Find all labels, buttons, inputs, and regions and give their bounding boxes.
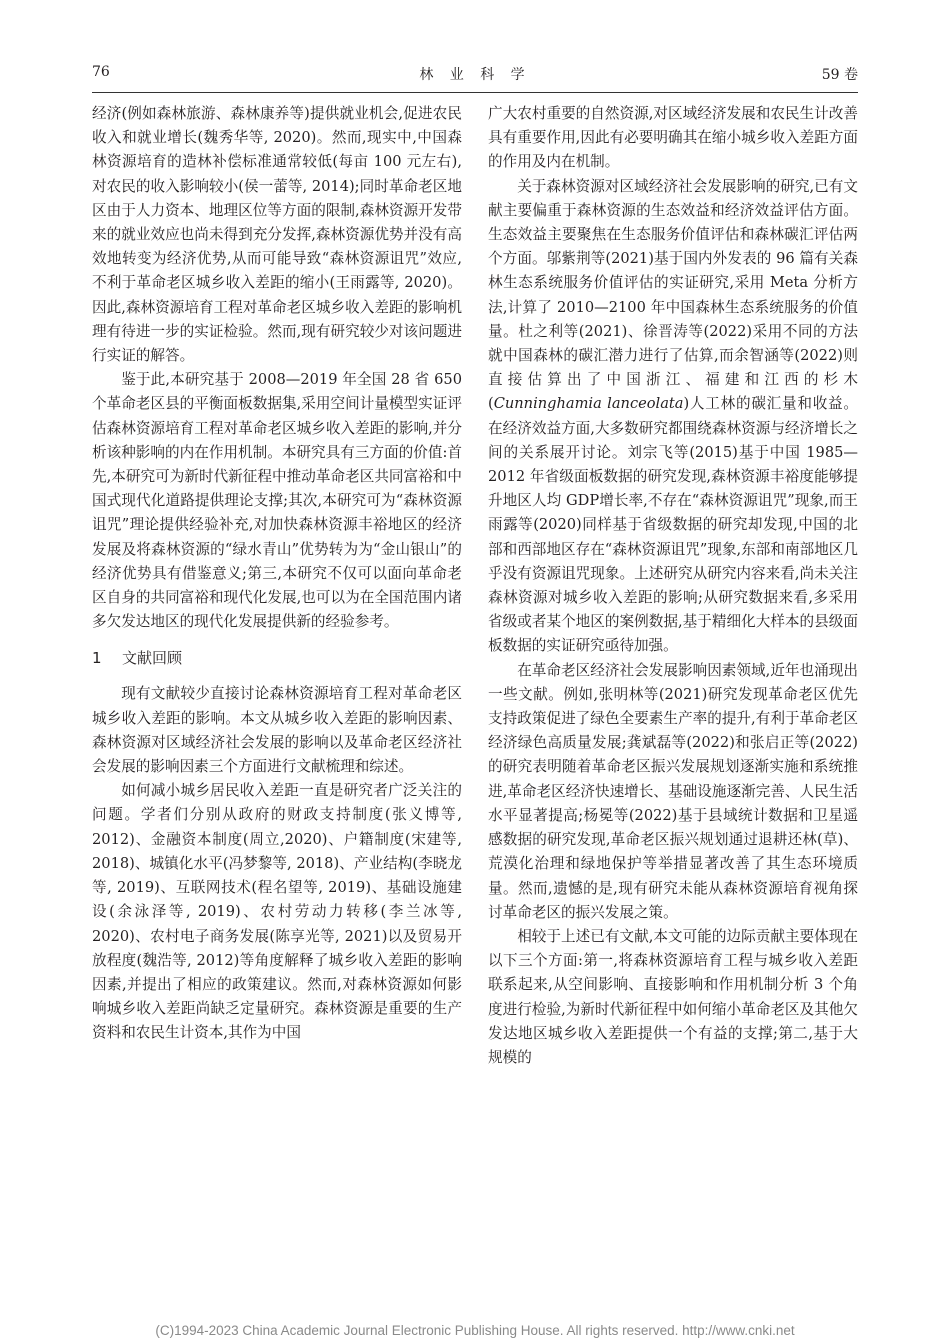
paragraph: 相较于上述已有文献,本文可能的边际贡献主要体现在以下三个方面:第一,将森林资源培育工程与城乡收入差距联系起来,从空间影响、直接影响和作用机制分析 3 个角度进行检验,为新时代新征程中如何缩小革命老区及其他欠发达地区城乡收入差距提供一个有益的支撑;第二,基于大规模的 (488, 927, 858, 1066)
paragraph: 在革命老区经济社会发展影响因素领域,近年也涌现出一些文献。例如,张明林等(2021)研究发现革命老区优先支持政策促进了绿色全要素生产率的提升,有利于革命老区经济绿色高质量发展;龚斌磊等(2022)和张启正等(2022)的研究表明随着革命老区振兴发展规划逐渐实施和系统推进,革命老区经济快速增长、基础设施逐渐完善、人民生活水平显著提高;杨冕等(2022)基于县域统计数据和卫星遥感数据的研究发现,革命老区振兴规划通过退耕还林(草)、荒漠化治理和绿地保护等举措显著改善了其生态环境质量。然而,遗憾的是,现有研究未能从森林资源培育视角探讨革命老区的振兴发展之策。 (488, 661, 858, 921)
paragraph: 如何减小城乡居民收入差距一直是研究者广泛关注的问题。学者们分别从政府的财政支持制度(张义博等, 2012)、金融资本制度(周立,2020)、户籍制度(宋建等, 2018)、城镇化水平(冯梦黎等, 2018)、产业结构(李晓龙等, 2019)、互联网技术(程名望等, 2019)、基础设施建设(余泳泽等, 2019)、农村劳动力转移(李兰冰等, 2020)、农村电子商务发展(陈享光等, 2021)以及贸易开放程度(魏浩等, 2012)等角度解释了城乡收入差距的影响因素,并提出了相应的政策建议。然而,对森林资源如何影响城乡收入差距尚缺乏定量研究。森林资源是重要的生产资料和农民生计资本,其作为中国 (92, 782, 462, 1042)
right-column (488, 102, 858, 1070)
left-column (92, 102, 462, 1046)
paragraph: 经济(例如森林旅游、森林康养等)提供就业机会,促进农民收入和就业增长(魏秀华等, 2020)。然而,现实中,中国森林资源培育的造林补偿标准通常较低(每亩 100 元左右),对农民的收入影响较小(侯一蕾等, 2014);同时革命老区地区由于人力资本、地理区位等方面的限制,森林资源开发带来的就业效应也尚未得到充分发挥,森林资源优势并没有高效地转变为经济优势,从而可能导致“森林资源诅咒”效应,不利于革命老区城乡收入差距的缩小(王雨露等, 2020)。因此,森林资源培育工程对革命老区城乡收入差距的影响机理有待进一步的实证检验。然而,现有研究较少对该问题进行实证的解答。 (92, 105, 462, 365)
running-header (92, 64, 858, 86)
page-number: 76 (92, 64, 110, 80)
text-run: )人工林的碳汇量和收益。在经济效益方面,大多数研究都围绕森林资源与经济增长之间的关系展开讨论。刘宗飞等(2015)基于中国 1985—2012 年省级面板数据的研究发现,森林资源丰裕度能够提升地区人均 GDP增长率,不存在“森林资源诅咒”现象,而王雨露等(2020)同样基于省级数据的研究却发现,中国的北部和西部地区存在“森林资源诅咒”现象,东部和南部地区几乎没有资源诅咒现象。上述研究从研究内容来看,尚未关注森林资源对城乡收入差距的影响;从研究数据来看,多采用省级或者某个地区的案例数据,基于精细化大样本的县级面板数据的实证研究亟待加强。 (488, 395, 859, 655)
paragraph (488, 175, 858, 659)
volume-label: 59 卷 (821, 67, 858, 83)
text-run: 关于森林资源对区域经济社会发展影响的研究,已有文献主要偏重于森林资源的生态效益和经济效益评估方面。生态效益主要聚焦在生态服务价值评估和森林碳汇评估两个方面。邬紫荆等(2021)基于国内外发表的 96 篇有关森林生态系统服务价值评估的实证研究,采用 Meta 分析方法,计算了 2010—2100 年中国森林生态系统服务的价值量。杜之利等(2021)、徐晋涛等(2022)采用不同的方法就中国森林的碳汇潜力进行了估算,而余智涵等(2022)则直接估算出了中国浙江、福建和江西的杉木( (488, 177, 858, 413)
latin-species-name: Cunninghamia lanceolata (493, 395, 684, 413)
section-number: 1 (92, 649, 102, 668)
section-heading (92, 646, 462, 670)
section-title: 文献回顾 (122, 649, 183, 668)
paragraph: 广大农村重要的自然资源,对区域经济发展和农民生计改善具有重要作用,因此有必要明确其在缩小城乡收入差距方面的作用及内在机制。 (488, 105, 858, 171)
journal-title: 林 业 科 学 (419, 67, 531, 83)
paragraph: 鉴于此,本研究基于 2008—2019 年全国 28 省 650 个革命老区县的平衡面板数据集,采用空间计量模型实证评估森林资源培育工程对革命老区城乡收入差距的影响,并分析该种影响的内在作用机制。本研究具有三方面的价值:首先,本研究可为新时代新征程中推动革命老区共同富裕和中国式现代化道路提供理论支撑;其次,本研究可为“森林资源诅咒”理论提供经验补充,对加快森林资源丰裕地区的经济发展及将森林资源的“绿水青山”优势转为为“金山银山”的经济优势具有借鉴意义;第三,本研究不仅可以面向革命老区自身的共同富裕和现代化发展,也可以为在全国范围内诸多欠发达地区的现代化发展提供新的经验参考。 (92, 371, 462, 631)
header-rule (92, 92, 858, 93)
copyright-footer: (C)1994-2023 China Academic Journal Electronic Publishing House. All rights reserved. http://www.cnki.net (155, 1323, 795, 1338)
paragraph: 现有文献较少直接讨论森林资源培育工程对革命老区城乡收入差距的影响。本文从城乡收入差距的影响因素、森林资源对区域经济社会发展的影响以及革命老区经济社会发展的影响因素三个方面进行文献梳理和综述。 (92, 685, 462, 776)
